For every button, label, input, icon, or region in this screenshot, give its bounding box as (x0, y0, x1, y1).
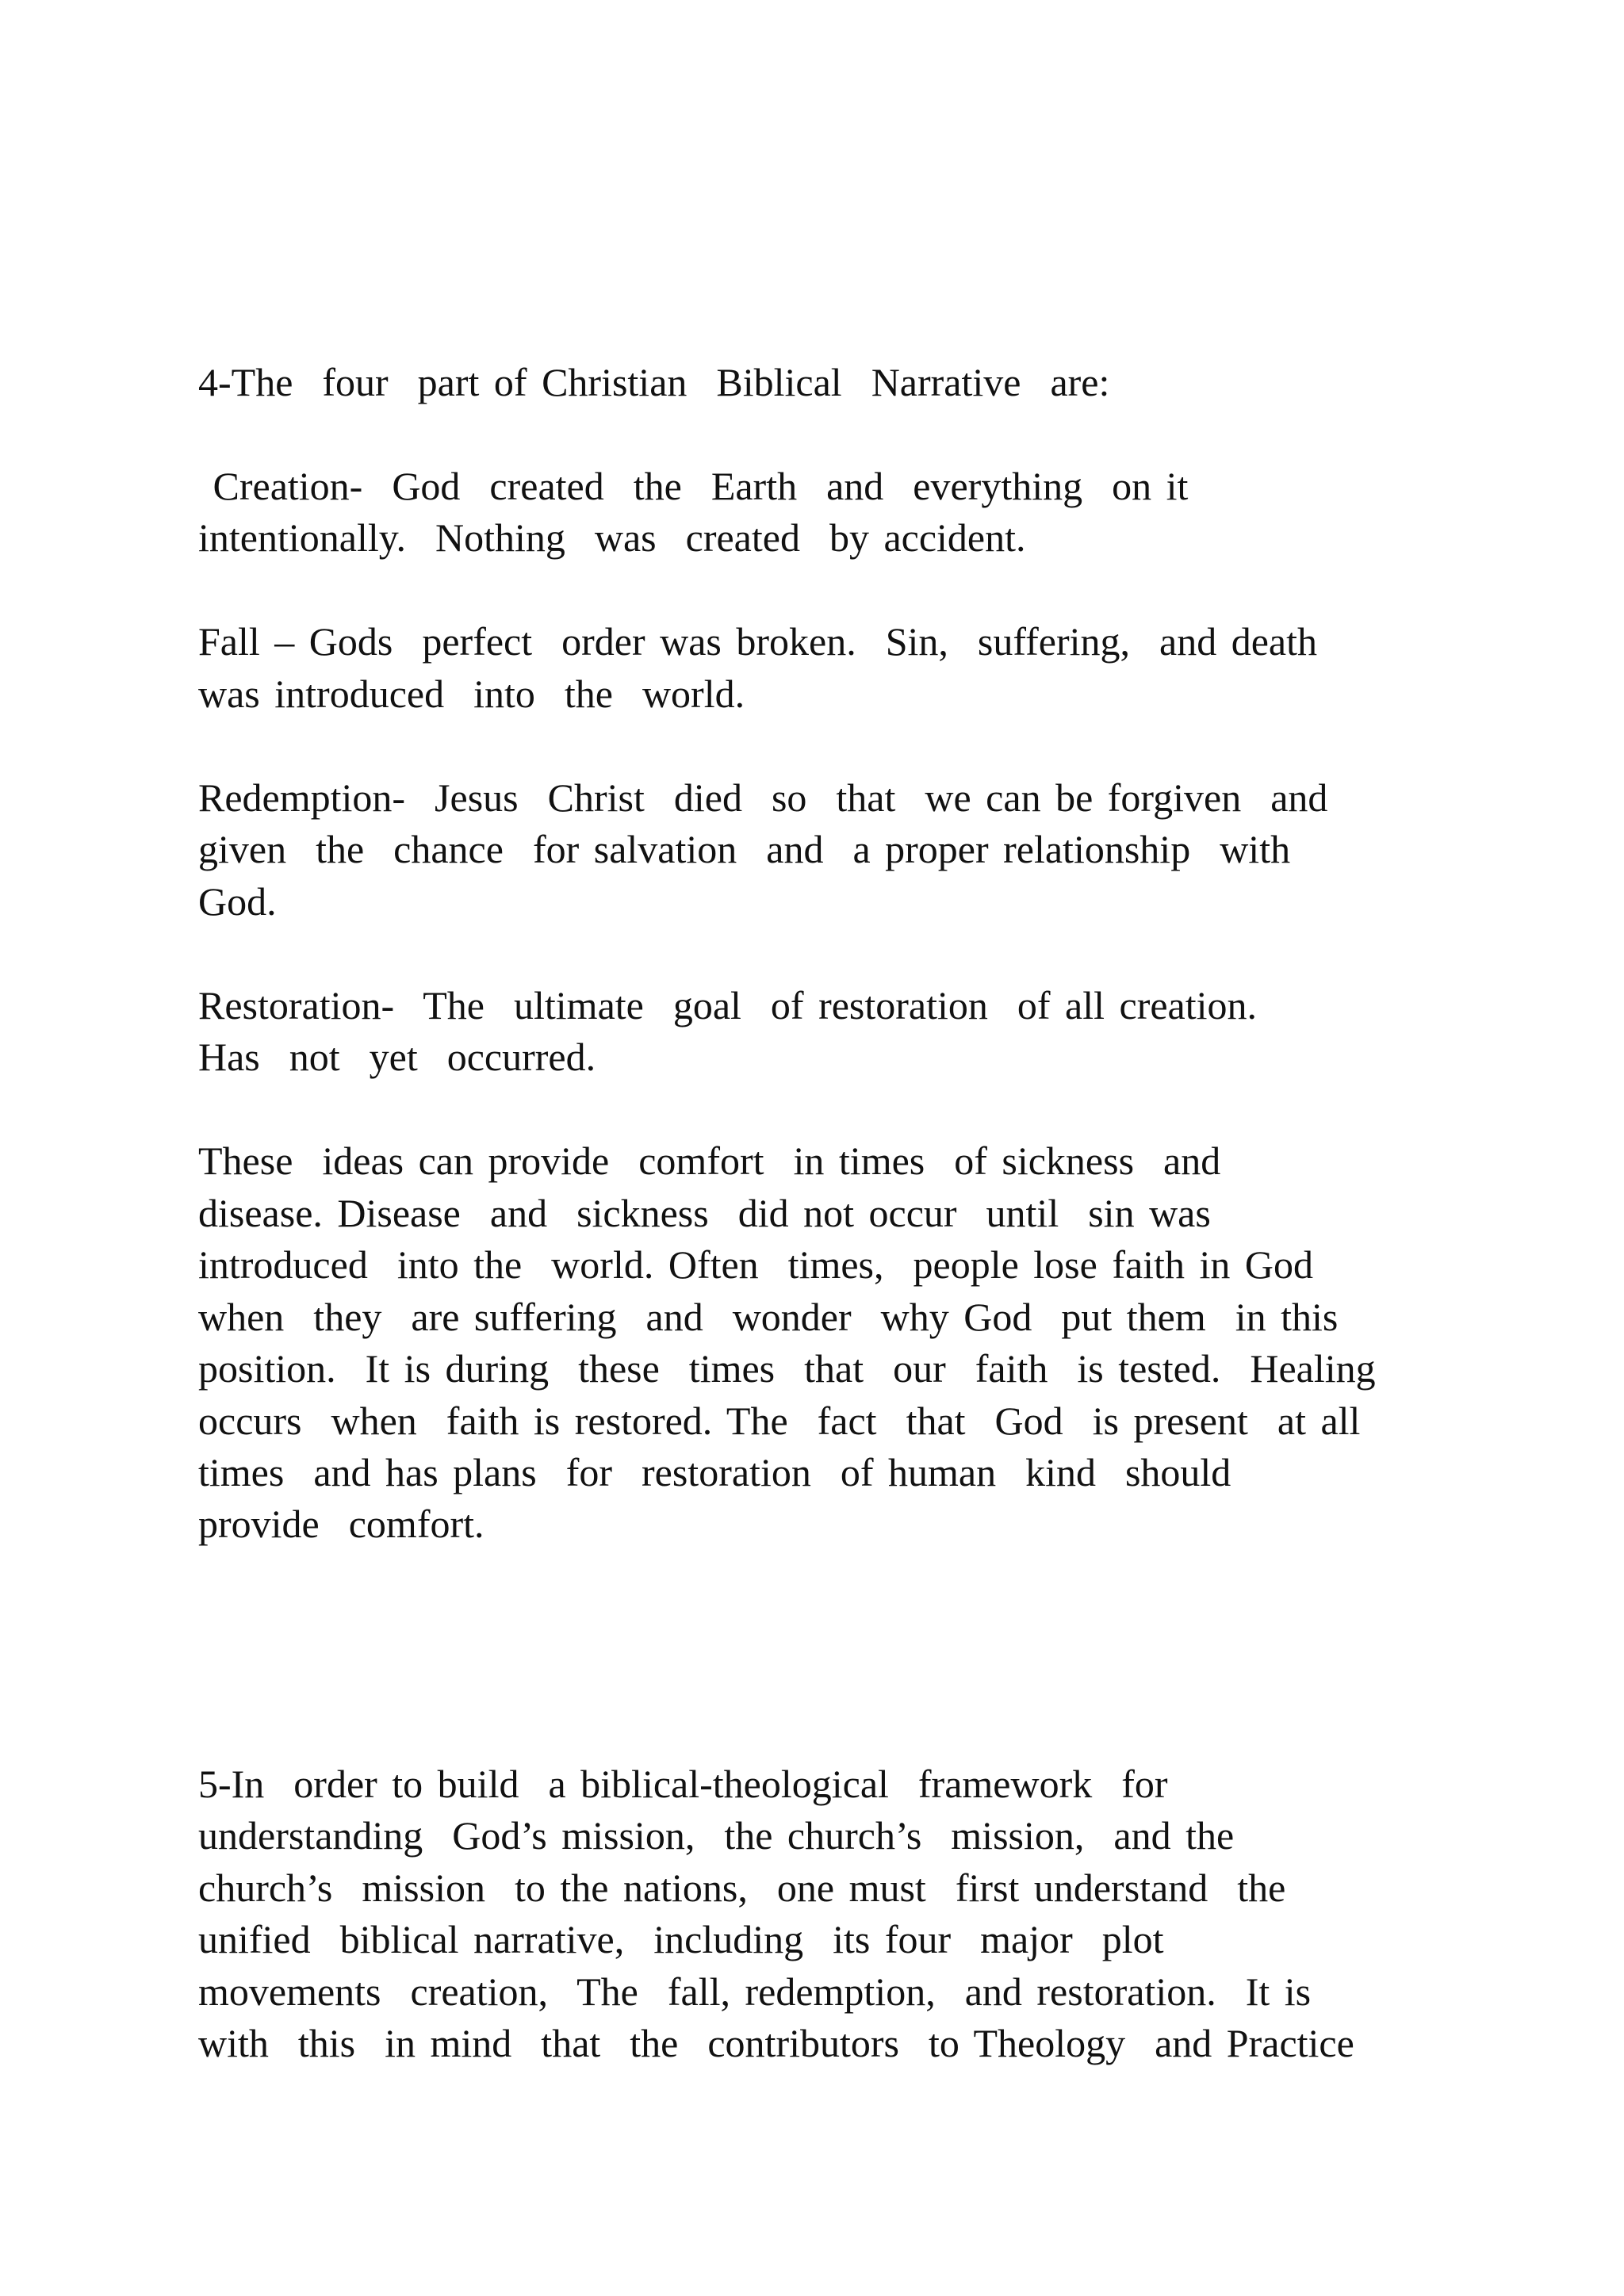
comfort-line-6: occurs when faith is restored. The fact that God is present at all (198, 1399, 1361, 1443)
restoration-line-1: Restoration- The ultimate goal of restoration of all creation. (198, 983, 1258, 1027)
comfort-line-1: These ideas can provide comfort in times of sickness and (198, 1138, 1221, 1183)
redemption-line-1: Redemption- Jesus Christ died so that we can be forgiven and (198, 775, 1328, 820)
fall-line-1: Fall – Gods perfect order was broken. Sin, suffering, and death (198, 619, 1317, 664)
question-5-line-3: church’s mission to the nations, one must first understand the (198, 1866, 1286, 1910)
comfort-line-5: position. It is during these times that our faith is tested. Healing (198, 1346, 1376, 1391)
fall-line-2: was introduced into the world. (198, 672, 745, 716)
creation-line-2: intentionally. Nothing was created by accident. (198, 515, 1026, 560)
comfort-line-4: when they are suffering and wonder why God put them in this (198, 1295, 1339, 1339)
redemption-line-3: God. (198, 879, 277, 924)
question-5-line-1: 5-In order to build a biblical-theological framework for (198, 1762, 1168, 1806)
creation-line-1: Creation- God created the Earth and everything on it (198, 464, 1189, 508)
question-5-line-6: with this in mind that the contributors to Theology and Practice (198, 2021, 1354, 2065)
question-5-line-2: understanding God’s mission, the church’s mission, and the (198, 1813, 1235, 1858)
restoration-line-2: Has not yet occurred. (198, 1035, 596, 1079)
question-5-line-5: movements creation, The fall, redemption, and restoration. It is (198, 1969, 1312, 2014)
question-5-line-4: unified biblical narrative, including its four major plot (198, 1917, 1164, 1961)
comfort-line-7: times and has plans for restoration of human kind should (198, 1450, 1231, 1494)
comfort-line-2: disease. Disease and sickness did not occur until sin was (198, 1191, 1211, 1235)
question-4-heading: 4-The four part of Christian Biblical Narrative are: (198, 360, 1110, 404)
comfort-line-3: introduced into the world. Often times, people lose faith in God (198, 1242, 1313, 1287)
comfort-line-8: provide comfort. (198, 1502, 485, 1546)
redemption-line-2: given the chance for salvation and a proper relationship with (198, 827, 1291, 871)
